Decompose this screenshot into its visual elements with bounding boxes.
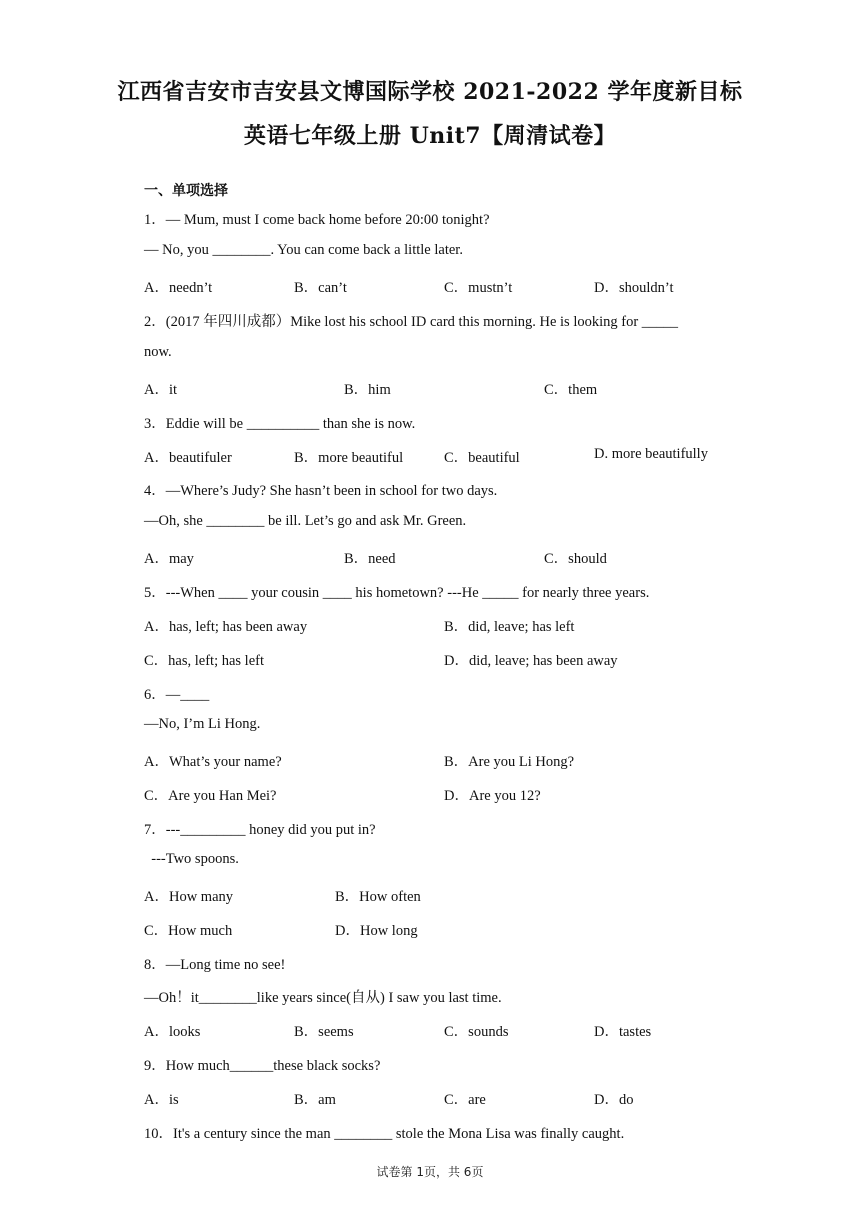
- question-3-option-d: D. more beautifully: [594, 446, 708, 462]
- document-title-line-2: 英语七年级上册 Unit7【周清试卷】: [243, 123, 617, 149]
- question-1-option-c: C．mustn’t: [444, 280, 513, 296]
- question-7-stem: ---Two spoons.: [144, 851, 239, 867]
- question-7-option-a: A．How many: [144, 889, 234, 905]
- question-7-option-d: D．How long: [335, 923, 418, 939]
- question-9-stem: 9．How much______these black socks?: [144, 1058, 381, 1074]
- question-4-option-c: C．should: [544, 551, 607, 567]
- question-4-stem: 4．—Where’s Judy? She hasn’t been in school for two days.: [144, 483, 498, 499]
- question-1-option-b: B．can’t: [294, 280, 347, 296]
- question-2-option-c: C．them: [544, 382, 598, 398]
- question-2-stem: 2．(2017 年四川成都）Mike lost his school ID card this morning. He is looking for _____: [144, 314, 679, 330]
- question-5-option-d: D．did, leave; has been away: [444, 653, 618, 669]
- question-6-option-c: C．Are you Han Mei?: [144, 788, 277, 804]
- question-8-stem: —Oh！it________like years since(自从) I saw you last time.: [144, 990, 502, 1006]
- question-5-option-b: B．did, leave; has left: [444, 619, 575, 635]
- question-4-option-b: B．need: [344, 551, 396, 567]
- question-1-stem: 1．— Mum, must I come back home before 20:00 tonight?: [144, 212, 490, 228]
- question-6-option-b: B．Are you Li Hong?: [444, 754, 575, 770]
- question-8-option-d: D．tastes: [594, 1024, 652, 1040]
- question-6-stem: 6．—____: [144, 687, 210, 703]
- question-5-stem: 5．---When ____ your cousin ____ his hometown? ---He _____ for nearly three years.: [144, 585, 650, 601]
- question-8-option-a: A．looks: [144, 1024, 201, 1040]
- question-3-stem: 3．Eddie will be __________ than she is now.: [144, 416, 416, 432]
- question-4-option-a: A．may: [144, 551, 194, 567]
- question-2-stem: now.: [144, 344, 172, 360]
- question-9-option-d: D．do: [594, 1092, 634, 1108]
- page-footer: 试卷第 1页，共 6页: [376, 1165, 484, 1179]
- question-4-stem: —Oh, she ________ be ill. Let’s go and ask Mr. Green.: [144, 513, 467, 529]
- question-9-option-a: A．is: [144, 1092, 179, 1108]
- question-9-option-b: B．am: [294, 1092, 336, 1108]
- question-8-option-b: B．seems: [294, 1024, 354, 1040]
- document-title-line-1: 江西省吉安市吉安县文博国际学校 2021-2022 学年度新目标: [117, 79, 743, 105]
- question-1-stem: — No, you ________. You can come back a little later.: [144, 242, 463, 258]
- question-2-option-a: A．it: [144, 382, 178, 398]
- question-1-option-a: A．needn’t: [144, 280, 213, 296]
- question-5-option-a: A．has, left; has been away: [144, 619, 308, 635]
- question-5-option-c: C．has, left; has left: [144, 653, 265, 669]
- question-10-stem: 10．It's a century since the man ________ stole the Mona Lisa was finally caught.: [144, 1126, 625, 1142]
- question-2-option-b: B．him: [344, 382, 391, 398]
- question-3-option-c: C．beautiful: [444, 450, 520, 466]
- question-9-option-c: C．are: [444, 1092, 486, 1108]
- question-3-option-b: B．more beautiful: [294, 450, 404, 466]
- question-8-option-c: C．sounds: [444, 1024, 509, 1040]
- question-7-option-b: B．How often: [335, 889, 421, 905]
- question-3-option-a: A．beautifuler: [144, 450, 232, 466]
- question-6-option-a: A．What’s your name?: [144, 754, 282, 770]
- question-6-option-d: D．Are you 12?: [444, 788, 541, 804]
- question-8-stem: 8．—Long time no see!: [144, 957, 286, 973]
- question-7-stem: 7．---_________ honey did you put in?: [144, 822, 376, 838]
- question-6-stem: —No, I’m Li Hong.: [144, 716, 261, 732]
- section-heading: 一、单项选择: [144, 183, 228, 199]
- question-7-option-c: C．How much: [144, 923, 233, 939]
- question-1-option-d: D．shouldn’t: [594, 280, 674, 296]
